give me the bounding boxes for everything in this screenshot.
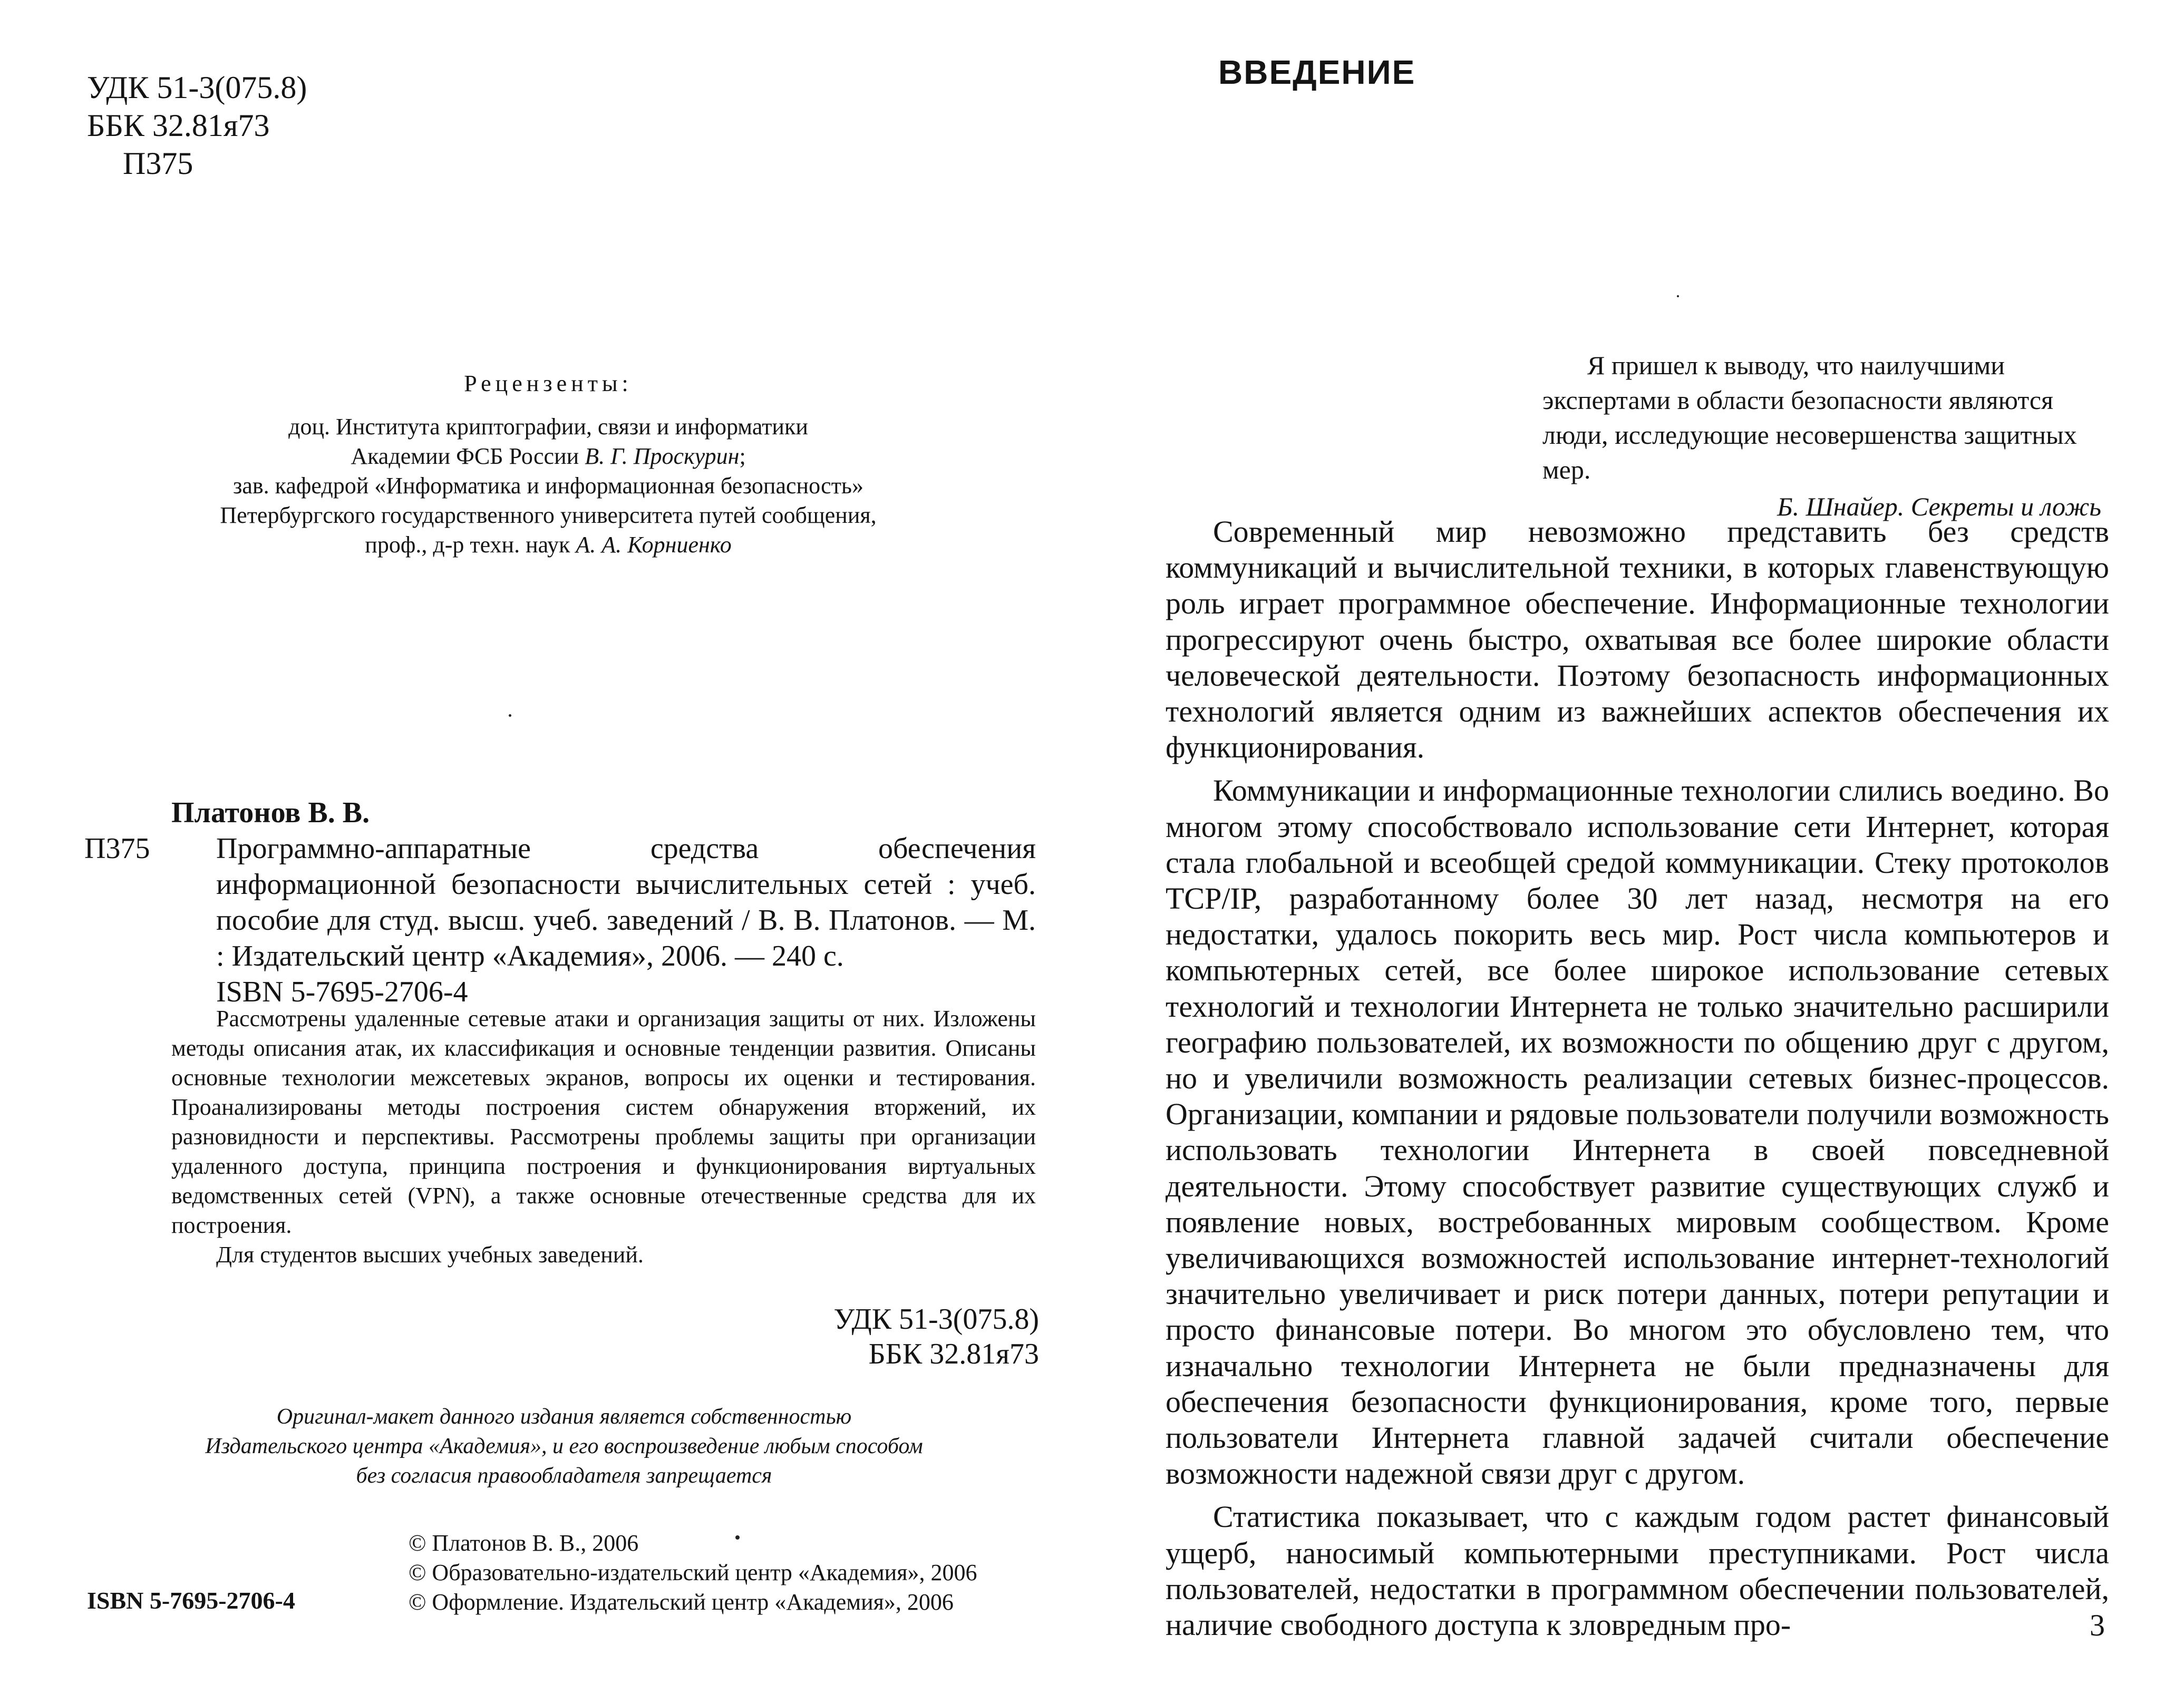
abstract: [171, 1004, 1036, 1270]
body-paragraph: Коммуникации и информационные технологии слились воедино. Во многом этому способствовало использование сети Интернет, которая стала глобальной и всеобщей средой коммуникации. Стеку протоколов TCP/IP, разработанному более 30 лет назад, несмотря на его недостатки, удалось покорить весь мир. Рост числа компьютеров и компьютерных сетей, все более широкое использование сетевых технологий и технологии Интернета не только значительно расширили географию пользователей, их возможности по общению друг с другом, но и увеличили возможность реализации сетевых бизнес-процессов. Организации, компании и рядовые пользователи получили возможность использовать технологии Интернета в своей повседневной деятельности. Этому способствует развитие существующих служб и появление новых, востребованных мировым сообществом. Кроме увеличивающихся возможностей использование интернет-технологий значительно увеличивает и риск потери данных, потери репутации и просто финансовые потери. Во многом это обусловлено тем, что изначально технологии Интернета не были предназначены для обеспечения безопасности функционирования, кроме того, первые пользователи Интернета главной задачей считали обеспечение возможности надежной связи друг с другом.: [1166, 773, 2109, 1491]
udk-footer: [834, 1302, 1039, 1371]
author-mark: П375: [123, 146, 193, 181]
reviewers-block: [158, 369, 938, 560]
reviewer-affiliation: Академии ФСБ России: [351, 443, 585, 469]
scan-speck: [1677, 295, 1679, 297]
copyright-note-line: Издательского центра «Академия», и его воспроизведение любым способом: [205, 1434, 923, 1458]
scan-speck: [735, 1535, 740, 1540]
reviewer-line: [158, 442, 938, 471]
copyright-line: © Образовательно-издательский центр «Академия», 2006: [409, 1560, 977, 1585]
isbn-bold: ISBN 5-7695-2706-4: [87, 1587, 295, 1614]
page-number: 3: [2090, 1608, 2105, 1642]
body-paragraph: Современный мир невозможно представить без средств коммуникаций и вычислительной техники, в которых главенствующую роль играет программное обеспечение. Информационные технологии прогрессируют очень быстро, охватывая все более широкие области человеческой деятельности. Поэтому безопасность информационных технологий является одним из важнейших аспектов обеспечения их функционирования.: [1166, 514, 2109, 765]
copyright-line: © Оформление. Издательский центр «Академия», 2006: [409, 1589, 954, 1615]
catalog-entry: [84, 795, 1036, 1010]
copyright-note-line: без согласия правообладателя запрещается: [356, 1464, 772, 1488]
reviewer-line: [158, 530, 938, 560]
copyright-note-line: Оригинал-макет данного издания является собственностью: [276, 1405, 852, 1429]
udk-code: УДК 51-3(075.8): [833, 1303, 1039, 1336]
reviewer-name: А. А. Корниенко: [576, 532, 732, 558]
epigraph-source: Б. Шнайер. Секреты и ложь: [1777, 492, 2101, 521]
right-page: [1092, 0, 2184, 1694]
chapter-title: ВВЕДЕНИЕ: [1218, 53, 1416, 91]
reviewer-punct: ;: [739, 443, 746, 469]
reviewers-heading: Рецензенты:: [464, 371, 633, 396]
epigraph-quote: Я пришел к выводу, что наилучшими экспертами в области безопасности являются люди, исследующие несовершенства защитных мер.: [1542, 351, 2077, 484]
scan-speck: [509, 714, 511, 717]
copyrights: [409, 1529, 977, 1617]
epigraph: [1542, 348, 2101, 524]
reviewer-line: зав. кафедрой «Информатика и информационная безопасность»: [232, 473, 863, 499]
bbk-code: ББК 32.81я73: [87, 108, 270, 143]
reviewer-title: проф., д-р техн. наук: [365, 532, 576, 558]
body-text: [1166, 514, 2109, 1643]
entry-author: Платонов В. В.: [171, 796, 370, 829]
reviewer-name: В. Г. Проскурин: [585, 443, 740, 469]
udk-code: УДК 51-3(075.8): [87, 70, 307, 105]
body-paragraph: Статистика показывает, что с каждым годом растет финансовый ущерб, наносимый компьютерными преступниками. Рост числа пользователей, недостатки в программном обеспечении пользователей, наличие свободного доступа к зловредным про-: [1166, 1500, 2109, 1642]
copyright-line: © Платонов В. В., 2006: [409, 1530, 639, 1556]
copyright-note: [116, 1402, 1012, 1491]
udk-header: [87, 69, 307, 182]
bbk-code: ББК 32.81я73: [868, 1338, 1039, 1370]
reviewer-line: доц. Института криптографии, связи и информатики: [288, 414, 808, 440]
entry-code: П375: [84, 832, 150, 865]
entry-description: Программно-аппаратные средства обеспечения информационной безопасности вычислительных сетей : учеб. пособие для студ. высш. учеб. заведений / В. В. Платонов. — М. : Издательский центр «Академия», 2006. — 240 с.: [216, 832, 1036, 972]
entry-isbn: ISBN 5-7695-2706-4: [216, 976, 468, 1008]
abstract-paragraph: Рассмотрены удаленные сетевые атаки и организация защиты от них. Изложены методы описания атак, их классификация и основные тенденции развития. Описаны основные технологии межсетевых экранов, вопросы их оценки и тестирования. Проанализированы методы построения систем обнаружения вторжений, их разновидности и перспективы. Рассмотрены проблемы защиты при организации удаленного доступа, принципа построения и функционирования виртуальных ведомственных сетей (VPN), а также основные отечественные средства для их построения.: [171, 1006, 1036, 1238]
reviewer-line: Петербургского государственного университета путей сообщения,: [220, 502, 877, 528]
abstract-audience: Для студентов высших учебных заведений.: [216, 1242, 644, 1268]
